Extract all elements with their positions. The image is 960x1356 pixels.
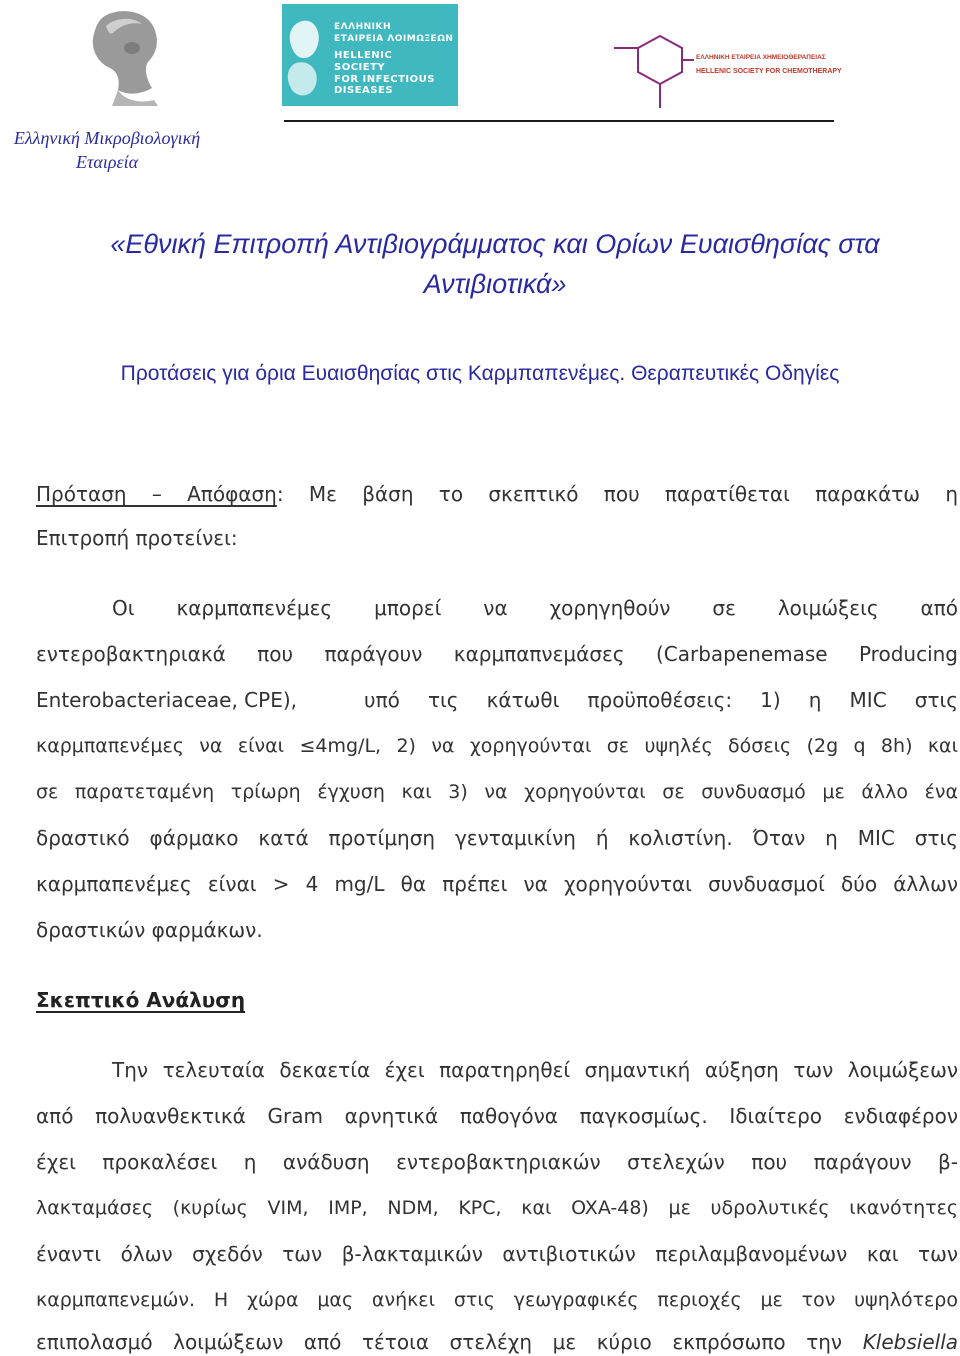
header-divider <box>284 120 834 122</box>
microbiology-society-caption <box>0 126 214 174</box>
logo-text-line: HELLENIC <box>334 50 393 61</box>
paragraph-fragment: 4mg/L, 2) να χορηγούνται σε υψηλές δόσεις (2g q 8h) και <box>315 735 959 757</box>
paragraph-line: Την τελευταία δεκαετία έχει παρατηρηθεί σημαντική αύξηση των λοιμώξεων <box>112 1058 958 1082</box>
paragraph-line: δραστικό φάρμακο κατά προτίμηση γενταμικίνη ή κολιστίνη. Όταν η MIC στις <box>36 826 958 850</box>
logo-text-line: SOCIETY <box>334 62 386 73</box>
infectious-diseases-society-logo <box>282 4 458 106</box>
paragraph-line: καρμπαπενεμών. Η χώρα μας ανήκει στις γεωγραφικές περιοχές με τον υψηλότερο <box>36 1289 958 1311</box>
hexagon-molecule-icon <box>608 30 694 110</box>
species-name: Klebsiella <box>862 1330 959 1354</box>
caption-line: Εταιρεία <box>75 152 139 172</box>
proposal-label-suffix: : <box>276 482 284 506</box>
paragraph-line: έχει προκαλέσει η ανάδυση εντεροβακτηριακών στελεχών που παράγουν β- <box>36 1150 958 1174</box>
paragraph-line: καρμπαπενέμες είναι > 4 mg/L θα πρέπει να χορηγούνται συνδυασμοί δύο άλλων <box>36 872 958 896</box>
paragraph-line: δραστικών φαρμάκων. <box>36 918 263 942</box>
paragraph-line: σε παρατεταμένη τρίωρη έγχυση και 3) να χορηγούνται σε συνδυασμό με άλλο ένα <box>36 781 958 803</box>
paragraph-line: από πολυανθεκτικά Gram αρνητικά παθογόνα παγκοσμίως. Ιδιαίτερο ενδιαφέρον <box>36 1104 958 1128</box>
microbiology-society-logo <box>62 8 182 106</box>
logo-text-line: ΕΤΑΙΡΕΙΑ ΛΟΙΜΩΞΕΩΝ <box>334 34 454 44</box>
chemotherapy-society-logo <box>608 30 842 110</box>
document-subtitle: Προτάσεις για όρια Ευαισθησίας στις Καρμπαπενέμες. Θεραπευτικές Οδηγίες <box>120 362 840 385</box>
classical-bust-icon <box>62 8 182 106</box>
logo-text-line: ΕΛΛΗΝΙΚΗ ΕΤΑΙΡΕΙΑ ΧΗΜΕΙΟΘΕΡΑΠΕΙΑΣ <box>696 54 826 61</box>
leaf-emblem-icon <box>282 4 334 106</box>
logo-text-line: HELLENIC SOCIETY FOR CHEMOTHERAPY <box>696 68 842 75</box>
paragraph-fragment: υπό τις κάτωθι προϋποθέσεις: 1) η MIC στις <box>364 688 958 712</box>
paragraph-line <box>36 732 958 760</box>
proposal-line <box>36 480 958 508</box>
paragraph-line: λακταμάσες (κυρίως VIM, IMP, NDM, KPC, και OXA-48) με υδρολυτικές ικανότητες <box>36 1197 958 1219</box>
less-equal-symbol: ≤ <box>299 735 316 757</box>
paragraph-fragment: καρμπαπενέμες να είναι <box>36 735 285 757</box>
proposal-label: Πρόταση – Απόφαση <box>36 482 277 506</box>
paragraph-line: Οι καρμπαπενέμες μπορεί να χορηγηθούν σε λοιμώξεις από <box>112 596 958 620</box>
paragraph-line <box>36 686 958 714</box>
paragraph-fragment: επιπολασμό λοιμώξεων από τέτοια στελέχη με κύριο εκπρόσωπο την <box>36 1330 843 1354</box>
logo-text-line: FOR INFECTIOUS DISEASES <box>334 74 435 96</box>
logo-text-line: ΕΛΛΗΝΙΚΗ <box>334 22 391 32</box>
title-line: Αντιβιοτικά» <box>423 269 567 299</box>
paragraph-line: έναντι όλων σχεδόν των β-λακταμικών αντιβιοτικών περιλαμβανομένων και των <box>36 1242 958 1266</box>
paragraph-line <box>36 1328 958 1356</box>
document-title <box>30 224 960 304</box>
proposal-text: Με βάση το σκεπτικό που παρατίθεται παρακάτω η <box>308 482 958 506</box>
caption-line: Ελληνική Μικροβιολογική <box>13 128 201 148</box>
paragraph-line: εντεροβακτηριακά που παράγουν καρμπαπνεμάσες (Carbapenemase Producing <box>36 642 958 666</box>
paragraph-fragment: Enterobacteriaceae, CPE), <box>36 688 298 712</box>
proposal-line: Επιτροπή προτείνει: <box>36 526 238 550</box>
section-heading: Σκεπτικό Ανάλυση <box>36 988 246 1012</box>
title-line: «Εθνική Επιτροπή Αντιβιογράμματος και Ορίων Ευαισθησίας στα <box>110 229 880 259</box>
